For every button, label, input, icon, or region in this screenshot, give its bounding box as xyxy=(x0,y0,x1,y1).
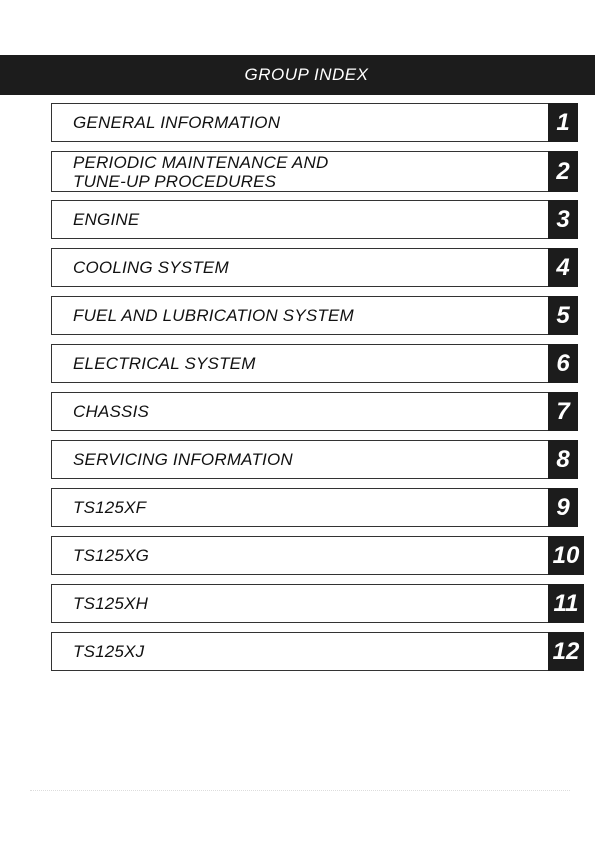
group-number-tab[interactable]: 2 xyxy=(548,151,578,192)
group-label: ENGINE xyxy=(73,210,140,229)
group-label: TS125XJ xyxy=(73,642,145,661)
group-index-list xyxy=(51,103,578,680)
group-label: TS125XG xyxy=(73,546,150,565)
group-label: PERIODIC MAINTENANCE AND TUNE-UP PROCEDURES xyxy=(73,152,329,191)
footer-divider xyxy=(30,790,570,791)
group-row-general-information[interactable] xyxy=(51,103,578,142)
group-row-ts125xf[interactable] xyxy=(51,488,578,527)
page-title: GROUP INDEX xyxy=(244,65,369,84)
group-label: GENERAL INFORMATION xyxy=(73,113,281,132)
group-row-servicing-information[interactable] xyxy=(51,440,578,479)
group-number-tab[interactable]: 11 xyxy=(548,584,584,623)
group-label: FUEL AND LUBRICATION SYSTEM xyxy=(73,306,354,325)
group-row-engine[interactable] xyxy=(51,200,578,239)
group-number-tab[interactable]: 8 xyxy=(548,440,578,479)
group-label: SERVICING INFORMATION xyxy=(73,450,293,469)
group-row-chassis[interactable] xyxy=(51,392,578,431)
group-label: CHASSIS xyxy=(73,402,150,421)
group-row-ts125xj[interactable] xyxy=(51,632,578,671)
group-label: COOLING SYSTEM xyxy=(73,258,229,277)
group-number-tab[interactable]: 5 xyxy=(548,296,578,335)
group-row-cooling-system[interactable] xyxy=(51,248,578,287)
group-label: TS125XH xyxy=(73,594,149,613)
group-number-tab[interactable]: 3 xyxy=(548,200,578,239)
group-number-tab[interactable]: 12 xyxy=(548,632,584,671)
group-number-tab[interactable]: 1 xyxy=(548,103,578,142)
group-number-tab[interactable]: 9 xyxy=(548,488,578,527)
group-label: ELECTRICAL SYSTEM xyxy=(73,354,256,373)
group-number-tab[interactable]: 6 xyxy=(548,344,578,383)
group-row-ts125xh[interactable] xyxy=(51,584,578,623)
group-label: TS125XF xyxy=(73,498,147,517)
group-number-tab[interactable]: 4 xyxy=(548,248,578,287)
group-row-ts125xg[interactable] xyxy=(51,536,578,575)
header-bar xyxy=(0,55,595,95)
group-row-periodic-maintenance[interactable] xyxy=(51,151,578,192)
group-number-tab[interactable]: 10 xyxy=(548,536,584,575)
group-row-fuel-lubrication[interactable] xyxy=(51,296,578,335)
group-number-tab[interactable]: 7 xyxy=(548,392,578,431)
group-row-electrical-system[interactable] xyxy=(51,344,578,383)
